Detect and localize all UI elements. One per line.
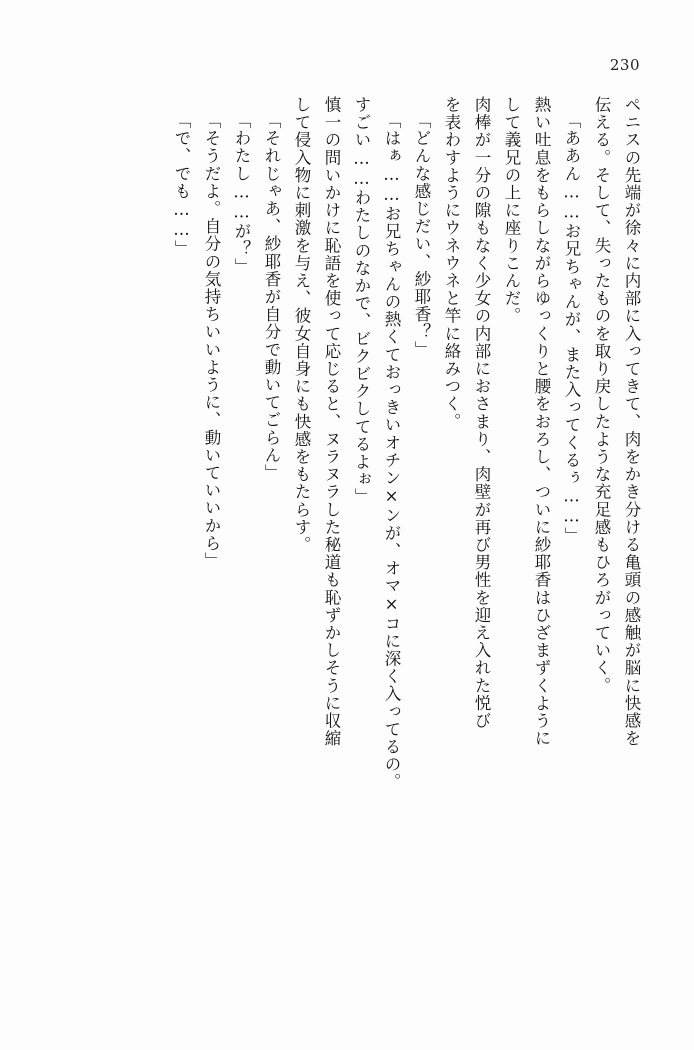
text-line: 熱い吐息をもらしながらゆっくりと腰をおろし、ついに紗耶香はひざまずくように xyxy=(532,96,551,748)
text-line: 「で、でも……」 xyxy=(172,112,191,258)
text-line: 慎一の問いかけに恥語を使って応じると、ヌラヌラした秘道も恥ずかしそうに収縮 xyxy=(322,96,341,748)
text-line: 「それじゃあ、紗耶香が自分で動いてごらん」 xyxy=(262,112,281,482)
vertical-text-body xyxy=(48,96,646,1010)
text-line: を表わすようにウネウネと竿に絡みつく。 xyxy=(442,96,461,431)
text-line: ペニスの先端が徐々に内部に入ってきて、肉をかき分ける亀頭の感触が脳に快感を xyxy=(622,96,641,748)
text-line: して侵入物に刺激を与え、彼女自身にも快感をもたらす。 xyxy=(292,96,311,554)
text-line: 「ああん……お兄ちゃんが、また入ってくるぅ……」 xyxy=(562,112,581,545)
text-line: 「わたし……が？」 xyxy=(232,112,251,276)
text-line: すごい……わたしのなかで、ビクビクしてるよぉ」 xyxy=(352,96,371,506)
text-line: 「はぁ……お兄ちゃんの熱くておっきいオチン×ンが、オマ×コに深く入ってるの。 xyxy=(382,112,401,791)
text-line: 伝える。そして、失ったものを取り戻したような充足感もひろがっていく。 xyxy=(592,96,611,695)
page-number: 230 xyxy=(609,56,640,74)
text-line: して義兄の上に座りこんだ。 xyxy=(502,96,521,325)
text-line: 「どんな感じだい、紗耶香？」 xyxy=(412,112,431,359)
text-line: 肉棒が一分の隙もなく少女の内部におさまり、肉壁が再び男性を迎え入れた悦び xyxy=(472,96,491,730)
text-line: 「そうだよ。自分の気持ちいいように、動いていいから」 xyxy=(202,112,221,570)
